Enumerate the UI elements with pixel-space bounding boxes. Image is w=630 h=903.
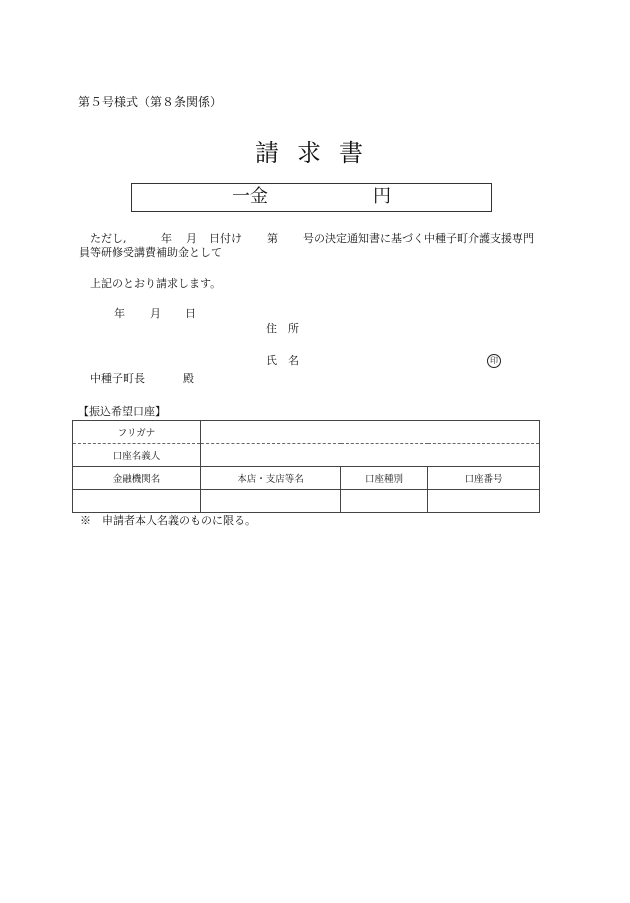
col-bank-name: 金融機関名 [73,467,201,490]
col-branch-name: 本店・支店等名 [201,467,341,490]
col-account-type: 口座種別 [341,467,428,490]
body-dai: 第 [267,232,278,245]
form-number: 第５号様式（第８条関係） [78,95,223,109]
body-year: 年 [161,232,172,245]
name-label: 氏 名 [266,354,299,367]
amount-suffix: 円 [373,186,391,207]
furigana-label: フリガナ [73,421,201,444]
addressee-name: 中種子町長 [90,372,145,385]
request-text: 上記のとおり請求します。 [90,277,222,290]
body-line2: 員等研修受講費補助金として [79,246,222,259]
account-type-field[interactable] [341,490,428,513]
note: ※ 申請者本人名義のものに限る。 [80,514,256,527]
addressee-honorific: 殿 [183,372,194,385]
bank-account-table [72,420,540,513]
amount-box [131,183,492,212]
body-dated: 日付け [209,232,242,245]
amount-prefix: 一金 [232,186,268,207]
bank-name-field[interactable] [73,490,201,513]
tadashi: ただし, [90,232,127,245]
body-month: 月 [186,232,197,245]
body-line1-rest: 号の決定通知書に基づく中種子町介護支援専門 [303,232,534,245]
col-account-number: 口座番号 [428,467,540,490]
seal-mark: 印 [487,354,501,368]
account-number-field[interactable] [428,490,540,513]
document-title: 請求書 [255,139,381,167]
address-label: 住 所 [266,322,299,335]
holder-label: 口座名義人 [73,444,201,467]
date-month: 月 [150,307,161,320]
furigana-field[interactable] [201,421,540,444]
date-year: 年 [114,307,125,320]
branch-name-field[interactable] [201,490,341,513]
holder-field[interactable] [201,444,540,467]
bank-heading: 【振込希望口座】 [78,405,166,418]
date-day: 日 [185,307,196,320]
